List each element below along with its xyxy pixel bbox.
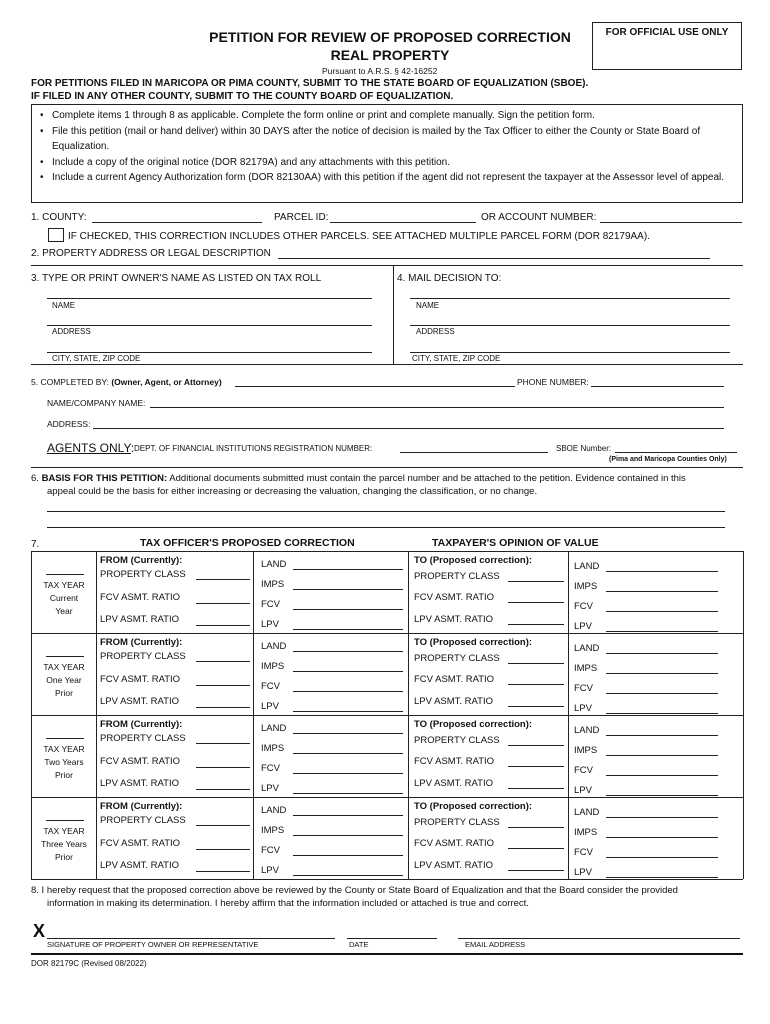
tax-year-period-suffix: Prior [55,852,73,862]
to-fcv-ratio-label: FCV ASMT. RATIO [414,756,495,767]
owner-address-field[interactable] [47,314,372,326]
from-fcv-field[interactable] [293,681,403,692]
from-imps-label: IMPS [261,825,285,836]
tax-year-period: Two Years [44,757,84,767]
to-imps-label: IMPS [574,827,598,838]
company-name-label: NAME/COMPANY NAME: [47,398,146,408]
tax-year-field[interactable] [46,565,84,575]
table-row-line [31,551,743,552]
taxpayer-heading: TAXPAYER'S OPINION OF VALUE [432,537,599,549]
from-currently-label: FROM (Currently): [100,637,183,648]
completed-by-field[interactable] [235,377,515,387]
basis-prefix: 6. [31,473,42,484]
tax-year-caption: TAX YEAR [43,580,85,590]
section-divider [31,364,743,365]
agents-only-label [47,441,134,455]
from-imps-label: IMPS [261,579,285,590]
tax-year-period-suffix: Prior [55,770,73,780]
multiple-parcels-text: IF CHECKED, THIS CORRECTION INCLUDES OTHER PARCELS. SEE ATTACHED MULTIPLE PARCEL FORM (DOR 82179AA). [68,231,650,242]
property-address-label: 2. PROPERTY ADDRESS OR LEGAL DESCRIPTION [31,248,271,259]
owner-name-field[interactable] [47,287,372,299]
to-property-class-field[interactable] [508,817,564,828]
to-lpv-ratio-field[interactable] [508,696,564,707]
table-row-line [31,879,743,880]
sboe-note: (Pima and Maricopa Counties Only) [609,456,727,463]
completed-by-options: (Owner, Agent, or Attorney) [111,377,222,387]
to-land-label: LAND [574,807,600,818]
to-property-class-field[interactable] [508,653,564,664]
to-lpv-ratio-field[interactable] [508,860,564,871]
to-fcv-ratio-field[interactable] [508,756,564,767]
from-fcv-ratio-label: FCV ASMT. RATIO [100,756,181,767]
owner-city-field[interactable] [47,341,372,353]
tax-year-label [33,825,95,864]
from-fcv-label: FCV [261,845,280,856]
to-land-label: LAND [574,725,600,736]
completed-address-field[interactable] [93,419,724,429]
owner-name-caption: NAME [52,301,76,310]
from-land-label: LAND [261,641,287,652]
account-number-label: OR ACCOUNT NUMBER: [481,212,597,223]
from-land-label: LAND [261,723,287,734]
tax-year-label [33,661,95,700]
email-caption: EMAIL ADDRESS [465,940,526,949]
to-imps-field[interactable] [606,581,718,592]
to-lpv-label: LPV [574,621,592,632]
tax-year-caption: TAX YEAR [43,662,85,672]
tax-year-label [33,743,95,782]
completed-by-prefix: 5. COMPLETED BY: [31,377,112,387]
to-lpv-label: LPV [574,785,592,796]
from-currently-label: FROM (Currently): [100,719,183,730]
footer-divider [31,953,743,955]
from-lpv-field[interactable] [293,619,403,630]
mail-address-field[interactable] [410,314,730,326]
from-land-field[interactable] [293,723,403,734]
instruction-item: • Include a copy of the original notice (DOR 82179A) and any attachments with this petition. [38,155,736,171]
tax-year-period-suffix: Year [55,606,73,616]
item7-number: 7. [31,539,40,550]
mail-city-field[interactable] [410,341,730,353]
to-land-field[interactable] [606,725,718,736]
instructions-box [31,104,743,203]
to-property-class-label: PROPERTY CLASS [414,735,500,746]
from-currently-label: FROM (Currently): [100,555,183,566]
to-fcv-field[interactable] [606,765,718,776]
account-number-field[interactable] [600,212,742,223]
from-property-class-label: PROPERTY CLASS [100,733,186,744]
from-lpv-ratio-label: LPV ASMT. RATIO [100,860,180,871]
agents-only-colon: : [130,441,135,455]
to-land-label: LAND [574,643,600,654]
sboe-number-label: SBOE Number: [556,444,612,453]
phone-number-field[interactable] [591,377,724,387]
owner-name-section-label: 3. TYPE OR PRINT OWNER'S NAME AS LISTED ON TAX ROLL [31,273,322,284]
from-imps-field[interactable] [293,579,403,590]
from-imps-field[interactable] [293,743,403,754]
from-fcv-ratio-label: FCV ASMT. RATIO [100,674,181,685]
from-lpv-ratio-field[interactable] [196,697,250,708]
tax-year-caption: TAX YEAR [43,744,85,754]
from-lpv-label: LPV [261,619,279,630]
table-column-line [743,551,744,879]
from-fcv-field[interactable] [293,763,403,774]
from-fcv-ratio-field[interactable] [196,593,250,604]
basis-text-line2: appeal could be the basis for either increasing or decreasing the valuation, changing the classification, or no change. [47,486,538,497]
from-lpv-ratio-field[interactable] [196,861,250,872]
to-lpv-ratio-label: LPV ASMT. RATIO [414,614,494,625]
to-fcv-ratio-label: FCV ASMT. RATIO [414,674,495,685]
dfi-number-field[interactable] [400,443,548,453]
form-title-line1: PETITION FOR REVIEW OF PROPOSED CORRECTION [209,29,571,45]
form-title-line2: REAL PROPERTY [330,47,450,63]
basis-field-line[interactable] [47,501,725,512]
from-lpv-field[interactable] [293,865,403,876]
mail-name-field[interactable] [410,287,730,299]
to-fcv-ratio-field[interactable] [508,592,564,603]
instruction-item: • Include a current Agency Authorization form (DOR 82130AA) with this petition if the agent did not represent the taxpayer at the Assessor level of appeal. [38,170,733,186]
from-property-class-field[interactable] [196,815,250,826]
from-property-class-field[interactable] [196,733,250,744]
basis-field-line[interactable] [47,517,725,528]
from-land-field[interactable] [293,641,403,652]
to-property-class-label: PROPERTY CLASS [414,571,500,582]
to-lpv-ratio-label: LPV ASMT. RATIO [414,778,494,789]
from-fcv-ratio-field[interactable] [196,675,250,686]
tax-year-label [33,579,95,618]
to-fcv-ratio-label: FCV ASMT. RATIO [414,592,495,603]
to-fcv-label: FCV [574,847,593,858]
table-row-line [31,715,743,716]
to-fcv-field[interactable] [606,847,718,858]
signature-x-mark: X [33,921,46,941]
to-proposed-label: TO (Proposed correction): [414,637,533,648]
mail-name-caption: NAME [416,301,440,310]
to-lpv-field[interactable] [606,621,718,632]
signature-field[interactable] [47,927,335,939]
date-field[interactable] [347,927,437,939]
statute-reference: Pursuant to A.R.S. § 42-16252 [322,66,438,76]
owner-city-caption: CITY, STATE, ZIP CODE [52,354,141,363]
agents-only-text: AGENTS ONLY [47,441,131,455]
from-lpv-label: LPV [261,701,279,712]
tax-year-period-suffix: Prior [55,688,73,698]
to-fcv-label: FCV [574,765,593,776]
from-fcv-ratio-field[interactable] [196,839,250,850]
parcel-id-label: PARCEL ID: [274,212,329,223]
basis-label: BASIS FOR THIS PETITION: [41,473,168,484]
to-fcv-ratio-field[interactable] [508,838,564,849]
to-property-class-field[interactable] [508,571,564,582]
to-fcv-field[interactable] [606,601,718,612]
from-land-label: LAND [261,805,287,816]
from-lpv-ratio-label: LPV ASMT. RATIO [100,696,180,707]
county-label: 1. COUNTY: [31,212,87,223]
from-fcv-field[interactable] [293,599,403,610]
from-imps-field[interactable] [293,825,403,836]
from-land-label: LAND [261,559,287,570]
from-property-class-label: PROPERTY CLASS [100,815,186,826]
to-lpv-field[interactable] [606,703,718,714]
to-fcv-ratio-label: FCV ASMT. RATIO [414,838,495,849]
from-property-class-label: PROPERTY CLASS [100,569,186,580]
sboe-number-field[interactable] [615,443,737,453]
mail-decision-label: 4. MAIL DECISION TO: [397,273,502,284]
company-name-field[interactable] [150,398,724,408]
from-fcv-ratio-field[interactable] [196,757,250,768]
from-lpv-label: LPV [261,783,279,794]
from-land-field[interactable] [293,559,403,570]
to-land-field[interactable] [606,643,718,654]
from-property-class-label: PROPERTY CLASS [100,651,186,662]
to-lpv-field[interactable] [606,867,718,878]
to-fcv-field[interactable] [606,683,718,694]
to-property-class-field[interactable] [508,735,564,746]
basis-text-line1: Additional documents submitted must contain the parcel number and be attached to the petition. Evidence contained in this [167,473,686,484]
from-fcv-ratio-label: FCV ASMT. RATIO [100,838,181,849]
instruction-item: • File this petition (mail or hand deliver) within 30 DAYS after the notice of decision is mailed by the Tax Officer to either the County or State Board of Equalization. [38,124,718,155]
from-lpv-ratio-label: LPV ASMT. RATIO [100,614,180,625]
from-property-class-field[interactable] [196,651,250,662]
tax-year-field[interactable] [46,647,84,657]
mail-city-caption: CITY, STATE, ZIP CODE [412,354,501,363]
to-fcv-label: FCV [574,601,593,612]
mail-address-caption: ADDRESS [416,327,455,336]
dfi-number-label: DEPT. OF FINANCIAL INSTITUTIONS REGISTRATION NUMBER: [134,444,373,453]
to-imps-field[interactable] [606,827,718,838]
to-lpv-label: LPV [574,703,592,714]
to-property-class-label: PROPERTY CLASS [414,817,500,828]
to-land-field[interactable] [606,807,718,818]
from-fcv-ratio-label: FCV ASMT. RATIO [100,592,181,603]
from-lpv-ratio-label: LPV ASMT. RATIO [100,778,180,789]
phone-number-label: PHONE NUMBER: [517,377,589,387]
to-lpv-ratio-field[interactable] [508,614,564,625]
completed-address-label: ADDRESS: [47,419,91,429]
basis-petition-text [31,473,686,484]
to-land-label: LAND [574,561,600,572]
from-imps-label: IMPS [261,743,285,754]
multiple-parcels-checkbox[interactable] [48,228,64,242]
to-lpv-ratio-field[interactable] [508,778,564,789]
to-lpv-label: LPV [574,867,592,878]
parcel-id-field[interactable] [330,212,476,223]
owner-mail-divider [393,266,394,364]
tax-year-field[interactable] [46,729,84,739]
section-divider [31,265,743,266]
to-fcv-label: FCV [574,683,593,694]
from-lpv-ratio-field[interactable] [196,779,250,790]
table-row-line [31,633,743,634]
tax-year-caption: TAX YEAR [43,826,85,836]
from-fcv-label: FCV [261,681,280,692]
signature-caption: SIGNATURE OF PROPERTY OWNER OR REPRESENTATIVE [47,940,259,949]
certification-line1: 8. I hereby request that the proposed correction above be reviewed by the County or State Board of Equalization and that the Board consider the provided [31,885,678,896]
from-currently-label: FROM (Currently): [100,801,183,812]
from-fcv-label: FCV [261,599,280,610]
certification-line2: information in making its determination. I hereby affirm that the information included or attached is true and correct. [47,898,529,909]
from-property-class-field[interactable] [196,569,250,580]
section-divider [31,467,743,468]
from-lpv-label: LPV [261,865,279,876]
from-lpv-field[interactable] [293,783,403,794]
to-imps-label: IMPS [574,581,598,592]
from-fcv-label: FCV [261,763,280,774]
from-imps-label: IMPS [261,661,285,672]
to-proposed-label: TO (Proposed correction): [414,555,533,566]
official-use-box: FOR OFFICIAL USE ONLY [592,22,742,70]
to-proposed-label: TO (Proposed correction): [414,801,533,812]
to-imps-field[interactable] [606,663,718,674]
from-fcv-field[interactable] [293,845,403,856]
tax-year-period: One Year [46,675,82,685]
county-field[interactable] [92,212,262,223]
owner-address-caption: ADDRESS [52,327,91,336]
from-land-field[interactable] [293,805,403,816]
to-lpv-field[interactable] [606,785,718,796]
filing-instruction-2: IF FILED IN ANY OTHER COUNTY, SUBMIT TO THE COUNTY BOARD OF EQUALIZATION. [31,91,454,102]
to-imps-label: IMPS [574,745,598,756]
to-property-class-label: PROPERTY CLASS [414,653,500,664]
from-lpv-field[interactable] [293,701,403,712]
from-imps-field[interactable] [293,661,403,672]
form-id: DOR 82179C (Revised 08/2022) [31,959,147,968]
tax-year-period: Current [49,593,79,603]
to-fcv-ratio-field[interactable] [508,674,564,685]
tax-officer-heading: TAX OFFICER'S PROPOSED CORRECTION [140,537,355,549]
date-caption: DATE [349,940,369,949]
to-proposed-label: TO (Proposed correction): [414,719,533,730]
property-address-field[interactable] [278,248,710,259]
to-land-field[interactable] [606,561,718,572]
table-row-line [31,797,743,798]
to-lpv-ratio-label: LPV ASMT. RATIO [414,860,494,871]
to-lpv-ratio-label: LPV ASMT. RATIO [414,696,494,707]
email-field[interactable] [458,927,740,939]
from-lpv-ratio-field[interactable] [196,615,250,626]
to-imps-label: IMPS [574,663,598,674]
tax-year-field[interactable] [46,811,84,821]
completed-by-label [31,377,222,387]
to-imps-field[interactable] [606,745,718,756]
tax-year-period: Three Years [41,839,87,849]
filing-instruction-1: FOR PETITIONS FILED IN MARICOPA OR PIMA COUNTY, SUBMIT TO THE STATE BOARD OF EQUALIZATION (SBOE). [31,78,589,89]
instruction-item: • Complete items 1 through 8 as applicable. Complete the form online or print and complete manually. Sign the petition form. [38,108,736,124]
